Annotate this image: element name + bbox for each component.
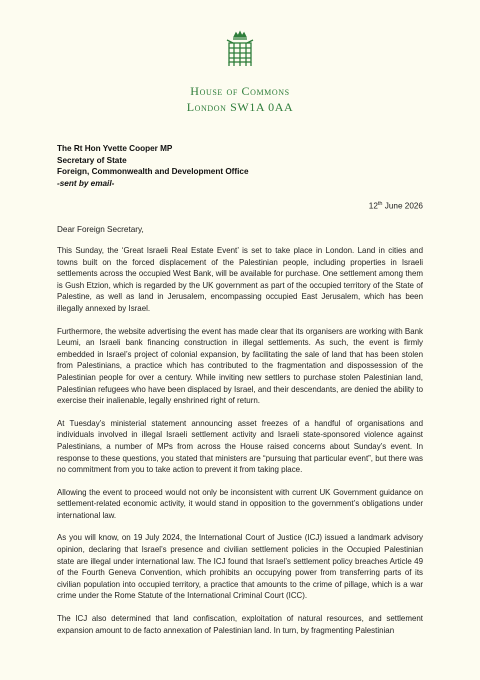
date-day: 12 xyxy=(368,201,378,211)
delivery-note: -sent by email- xyxy=(57,178,115,188)
org-name: House of Commons xyxy=(190,84,290,98)
recipient-title: Secretary of State xyxy=(57,155,127,165)
salutation: Dear Foreign Secretary, xyxy=(57,225,144,234)
paragraph: At Tuesday’s ministerial statement announcing asset freezes of a handful of organisations and individuals involved in illegal Israeli settlement activity and Israeli state-sponsored violence against Palestinians, a number of MPs from across the House raised concerns about Sunday’s event. In response to these questions, you stated that ministers are “pursuing that particular event”, but there was no commitment from you to take action to prevent it from taking place. xyxy=(57,418,423,475)
paragraph: Furthermore, the website advertising the event has made clear that its organisers are working with Bank Leumi, an Israeli bank financing construction in illegal settlements. As such, the event is firmly embedded in Israel’s project of colonial expansion, by facilitating the sale of land that has been stolen from Palestinians, a practice which has contributed to the fragmentation and dispossession of the Palestinian people for over a century. While inviting new settlers to purchase stolen Palestinian land, Palestinian refugees who have been displaced by Israel, and their descendants, are denied the ability to exercise their inalienable, legally enshrined right of return. xyxy=(57,326,423,406)
paragraph: The ICJ also determined that land confiscation, exploitation of natural resources, and settlement expansion amount to de facto annexation of Palestinian land. In turn, by fragmenting Palestinian xyxy=(57,614,423,635)
recipient-department: Foreign, Commonwealth and Development Office xyxy=(57,167,249,176)
date-rest: June 2026 xyxy=(382,201,423,211)
paragraph: As you will know, on 19 July 2024, the International Court of Justice (ICJ) issued a landmark advisory opinion, declaring that Israel’s presence and civilian settlement policies in the Occupied Palestinian state are illegal under international law. The ICJ found that Israel’s settlement policy breaches Article 49 of the Fourth Geneva Convention, which prohibits an occupying power from transferring parts of its civilian population into occupied territory, a practice that amounts to the crime of pillage, which is a war crime under the Rome Statute of the International Criminal Court (ICC). xyxy=(57,533,423,601)
portcullis-icon xyxy=(224,30,256,70)
date-suffix: th xyxy=(377,201,383,207)
recipient-name: The Rt Hon Yvette Cooper MP xyxy=(57,144,173,153)
paragraph: This Sunday, the ‘Great Israeli Real Estate Event’ is set to take place in London. Land in cities and towns built on the forced displacement of the Palestinian people, including properties in Israeli settlements across the occupied West Bank, will be available for purchase. One settlement among them is Gush Etzion, which is regarded by the UK government as part of the occupied territory of the State of Palestine, as well as land in Jerusalem, encompassing occupied East Jerusalem, which has been illegally annexed by Israel. xyxy=(57,246,423,313)
letter-body xyxy=(57,245,423,647)
paragraph: Allowing the event to proceed would not only be inconsistent with current UK Government guidance on settlement-related economic activity, it would stand in opposition to the government’s obligations under international law. xyxy=(57,487,423,520)
letter-date xyxy=(369,201,423,211)
org-address: London SW1A 0AA xyxy=(186,100,294,114)
recipient-block xyxy=(57,143,249,189)
